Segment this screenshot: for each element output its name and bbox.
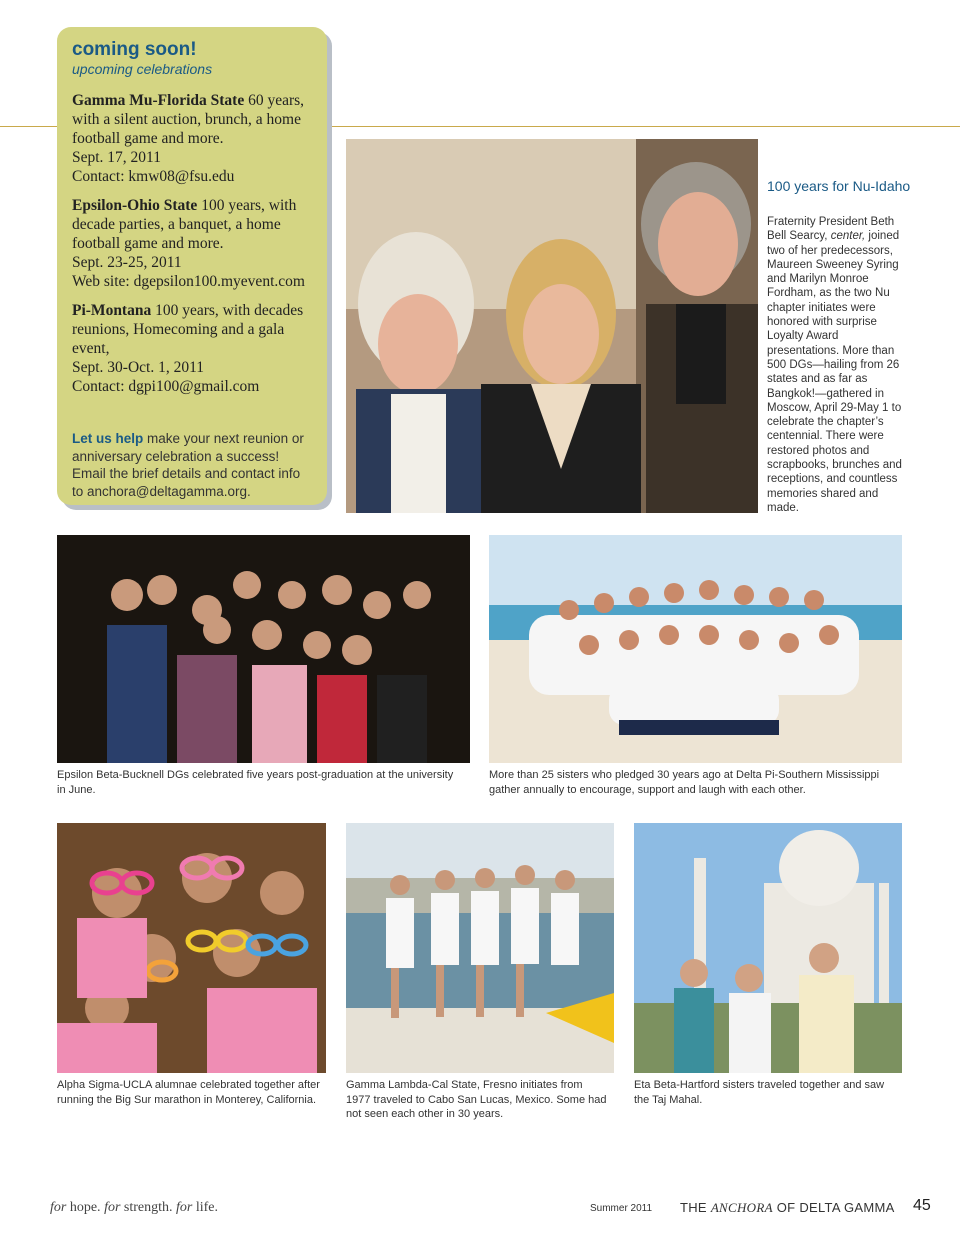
event-contact: Contact: kmw08@fsu.edu bbox=[72, 168, 235, 185]
photo-hartford bbox=[634, 823, 902, 1073]
caption-ucla: Alpha Sigma-UCLA alumnae celebrated together after running the Big Sur marathon in Monterey, California. bbox=[57, 1079, 320, 1106]
mag-part: OF DELTA GAMMA bbox=[772, 1200, 895, 1215]
event-pi-montana bbox=[72, 301, 313, 396]
event-desc: 100 years, with decades reunions, Homecoming and a gala event, bbox=[72, 302, 304, 357]
tag-word: strength. bbox=[120, 1200, 177, 1215]
event-desc: 100 years, with decade parties, a banquet, a home football game and more. bbox=[72, 197, 297, 252]
caption-fresno: Gamma Lambda-Cal State, Fresno initiates from 1977 traveled to Cabo San Lucas, Mexico. Some had not seen each other in 30 years. bbox=[346, 1079, 607, 1120]
event-name: Epsilon-Ohio State bbox=[72, 197, 198, 214]
tag-word: life. bbox=[192, 1200, 219, 1215]
event-name: Pi-Montana bbox=[72, 302, 152, 319]
caption-emphasis: center, bbox=[830, 230, 866, 243]
photo-ucla bbox=[57, 823, 326, 1073]
page-number: 45 bbox=[913, 1197, 931, 1214]
footer-tagline bbox=[50, 1200, 218, 1216]
footer-date: Summer 2011 bbox=[590, 1203, 653, 1214]
tag-for: for bbox=[176, 1200, 193, 1215]
coming-soon-title: coming soon! bbox=[72, 39, 197, 60]
coming-soon-subtitle: upcoming celebrations bbox=[72, 61, 213, 77]
photo-fresno bbox=[346, 823, 614, 1073]
photo-southern-miss bbox=[489, 535, 902, 763]
feature-heading: 100 years for Nu-Idaho bbox=[767, 178, 911, 194]
event-contact: Contact: dgpi100@gmail.com bbox=[72, 378, 260, 395]
caption-southern-miss: More than 25 sisters who pledged 30 years ago at Delta Pi-Southern Mississippi gather annually to encourage, support and laugh with each other. bbox=[489, 769, 880, 796]
help-lead: Let us help bbox=[72, 431, 144, 446]
photo-nu-idaho bbox=[346, 139, 758, 513]
tag-for: for bbox=[50, 1200, 67, 1215]
caption-part: Fraternity President Beth Bell Searcy, bbox=[767, 216, 895, 243]
caption-hartford: Eta Beta-Hartford sisters traveled together and saw the Taj Mahal. bbox=[634, 1079, 885, 1106]
mag-title: ANCHORA bbox=[710, 1200, 773, 1215]
footer-magazine bbox=[680, 1200, 895, 1216]
event-epsilon bbox=[72, 196, 313, 291]
photo-bucknell bbox=[57, 535, 470, 763]
event-desc: 60 years, with a silent auction, brunch, a home football game and more. bbox=[72, 92, 305, 147]
event-date: Sept. 30-Oct. 1, 2011 bbox=[72, 359, 205, 376]
help-note bbox=[72, 430, 313, 500]
caption-part: joined two of her predecessors, Maureen Sweeney Syring and Marilyn Monroe Fordham, as the two Nu chapter initiates were honored with surprise Loyalty Award presentations. More than 500 DGs—hailing from 26 states and as far as Bangkok!—gathered in Moscow, April 29-May 1 to celebrate the chapter’s centennial. There were restored photos and scrapbooks, brunches and receptions, and countless memories shared and made. bbox=[767, 230, 902, 514]
help-text: make your next reunion or anniversary celebration a success! Email the brief details and contact info to anchora@deltagamma.org. bbox=[72, 431, 304, 499]
caption-bucknell: Epsilon Beta-Bucknell DGs celebrated five years post-graduation at the university in June. bbox=[57, 769, 454, 796]
event-gamma-mu bbox=[72, 91, 313, 186]
tag-word: hope. bbox=[66, 1200, 105, 1215]
feature-caption bbox=[767, 215, 907, 515]
event-date: Sept. 23-25, 2011 bbox=[72, 254, 182, 271]
event-name: Gamma Mu-Florida State bbox=[72, 92, 245, 109]
coming-soon-box bbox=[57, 27, 327, 505]
mag-part: THE bbox=[680, 1200, 711, 1215]
event-date: Sept. 17, 2011 bbox=[72, 149, 161, 166]
event-contact: Web site: dgepsilon100.myevent.com bbox=[72, 273, 305, 290]
tag-for: for bbox=[104, 1200, 121, 1215]
